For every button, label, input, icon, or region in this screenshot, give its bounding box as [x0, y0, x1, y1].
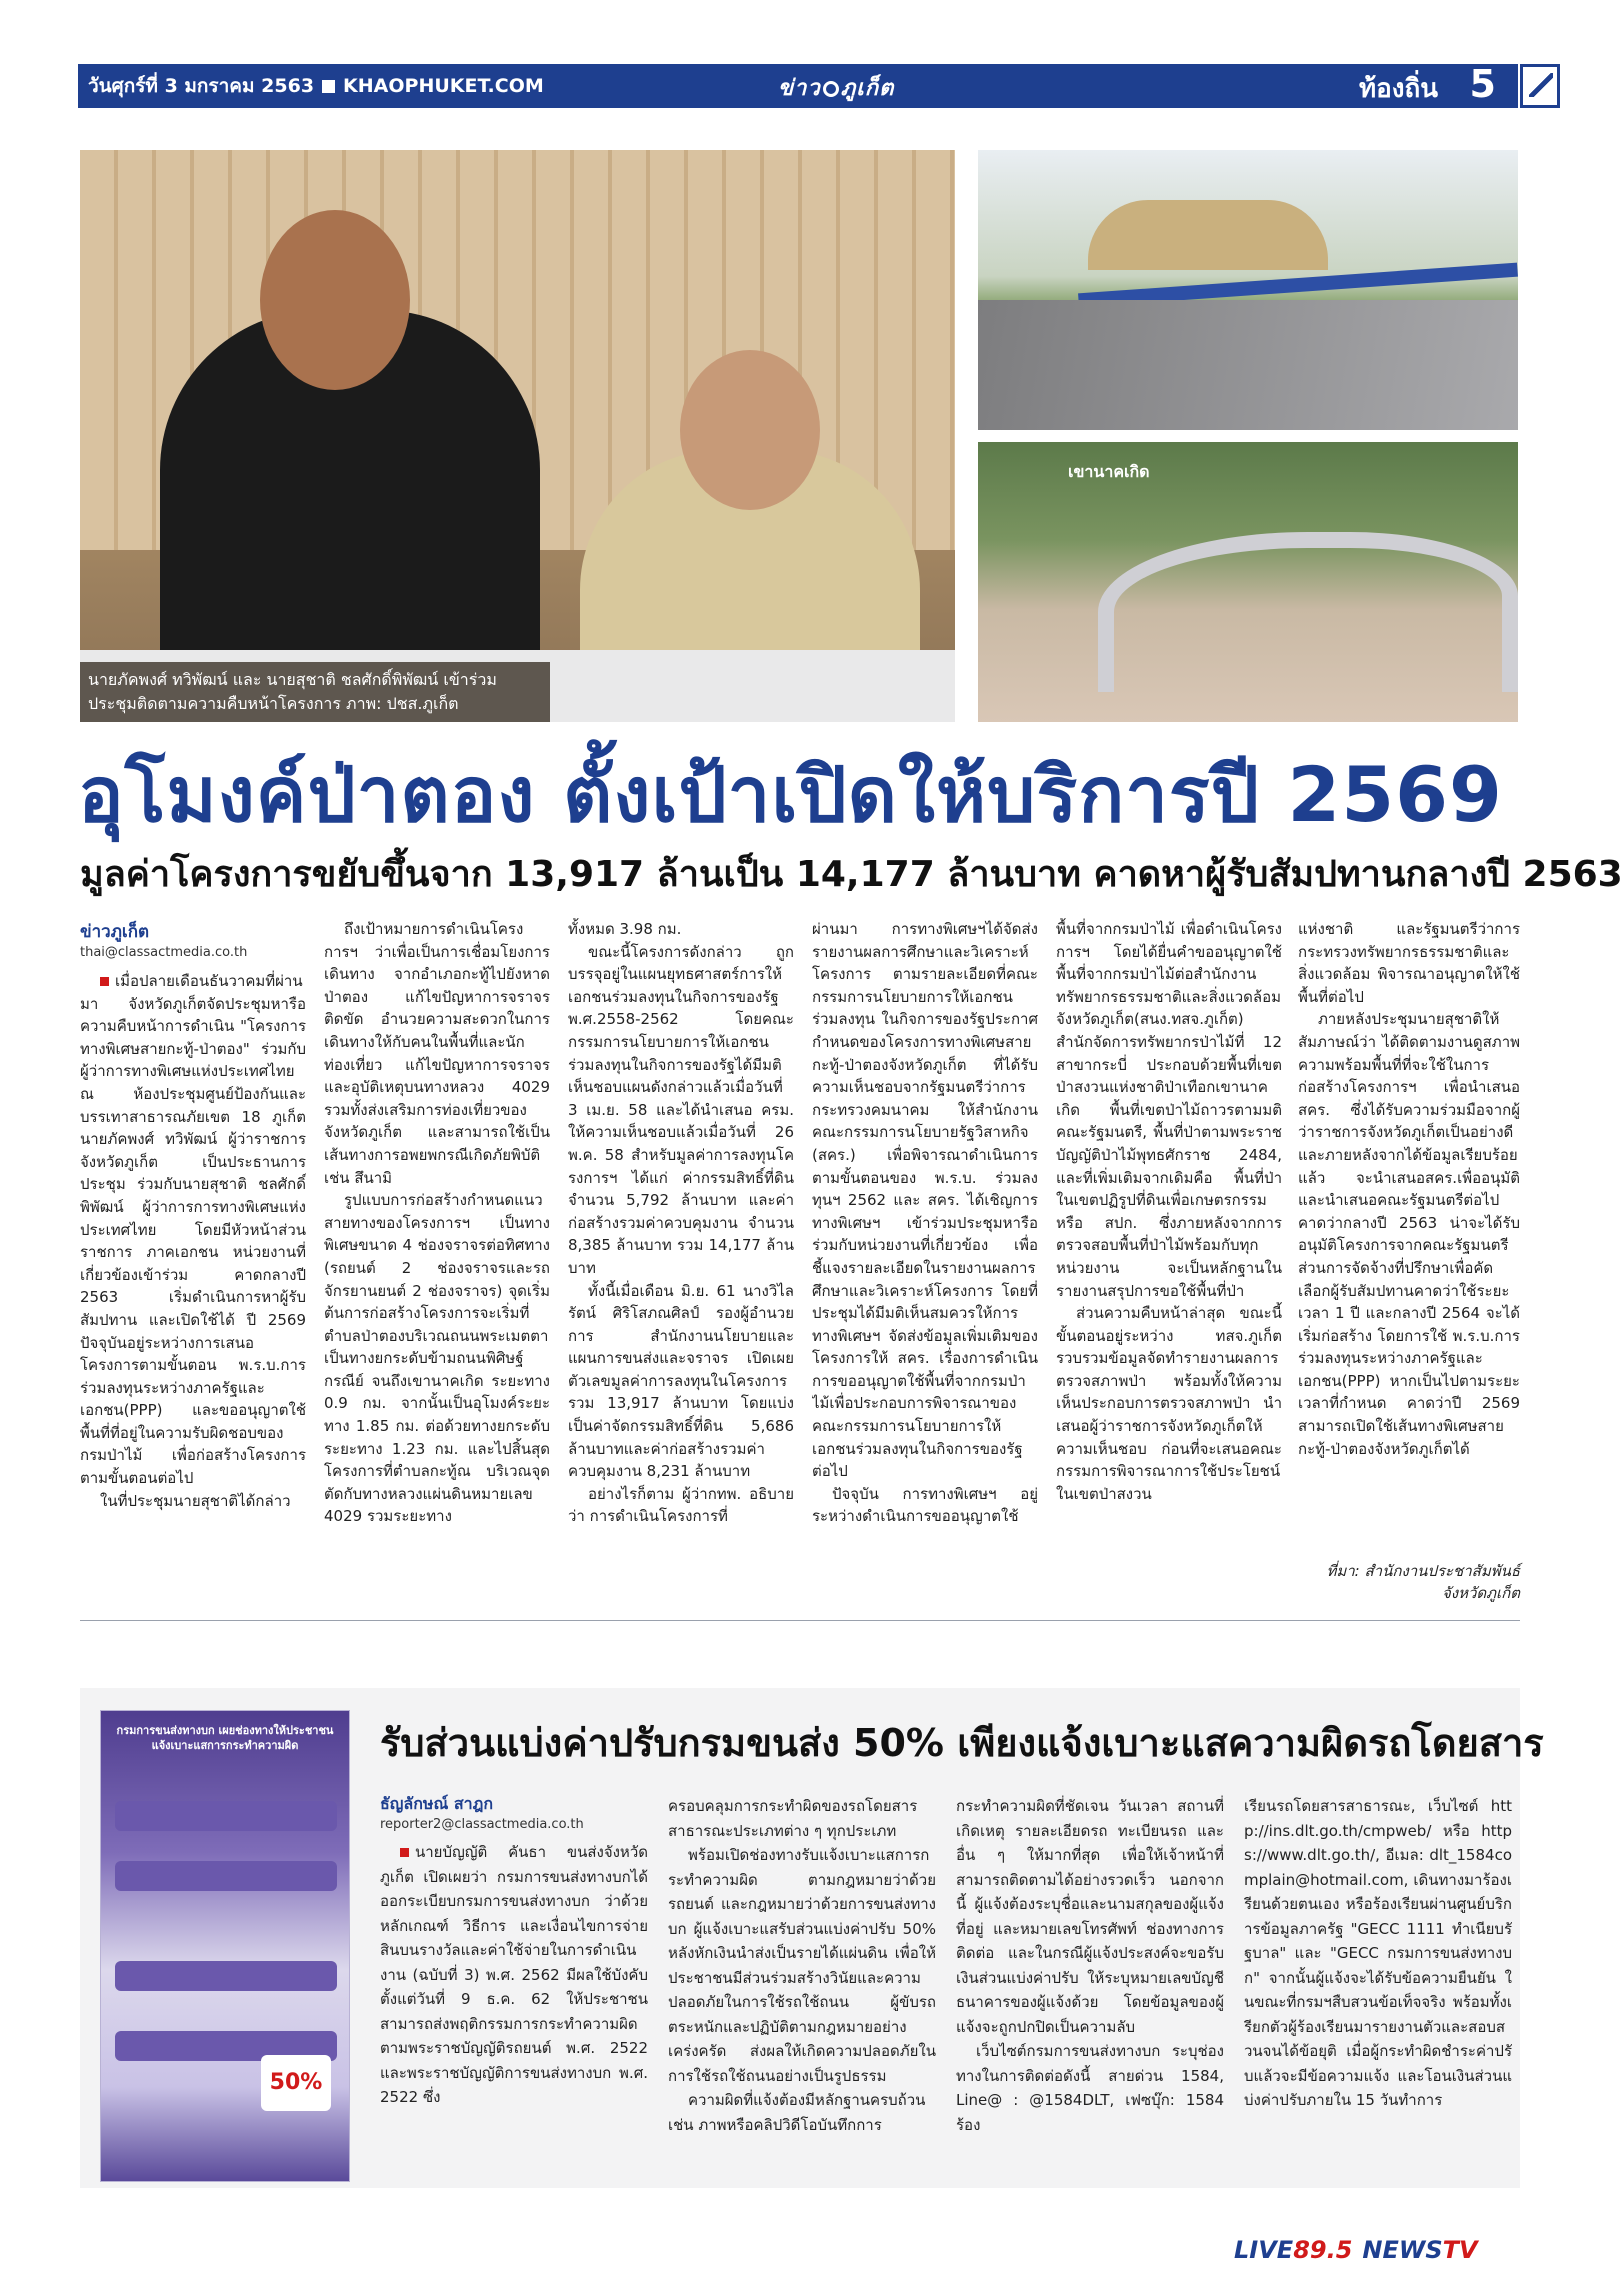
separator-square-icon [322, 80, 335, 93]
infographic-row [115, 1801, 337, 1831]
photo-person-right-head [680, 350, 820, 510]
story2-column-2 [668, 1794, 936, 2182]
tunnel-render-photo [978, 150, 1518, 430]
issue-date: วันศุกร์ที่ 3 มกราคม 2563 [88, 75, 315, 97]
live-prefix: LIVE [1234, 2236, 1294, 2264]
article-col5-text: พื้นที่จากกรมป่าไม้ เพื่อดำเนินโครงการฯ โดยได้ยื่นคำขออนุญาตใช้พื้นที่จากกรมป่าไม้ต่อสำนักงานทรัพยากรธรรมชาติและสิ่งแวดล้อมจังหวัดภูเก็ต(สนง.ทสจ.ภูเก็ต) สำนักจัดการทรัพยากรป่าไม้ที่ 12 สาขากระบี่ ประกอบด้วยพื้นที่เขตป่าสงวนแห่งชาติป่าเทือกเขานาคเกิด พื้นที่เขตป่าไม้ถาวรตามมติคณะรัฐมนตรี, พื้นที่ป่าตามพระราชบัญญัติป่าไม้พุทธศักราช 2484, และที่เพิ่มเติมจากเดิมคือ พื้นที่ป่าในเขตปฏิรูปที่ดินเพื่อเกษตรกรรม หรือ สปก. ซึ่งภายหลังจากการตรวจสอบพื้นที่ป่าไม้พร้อมกับทุกหน่วยงาน จะเป็นหลักฐานในรายงานสรุปการขอใช้พื้นที่ป่า [1056, 920, 1282, 1300]
photo-person-left-head [260, 210, 410, 390]
news-tv-logo[interactable] [1362, 2236, 1477, 2264]
infographic-row [115, 1861, 337, 1891]
masthead-right: ภูเก็ต [840, 76, 895, 101]
page-number: 5 [1469, 62, 1496, 106]
bullet-square-icon [400, 1848, 409, 1857]
tunnel-portal [1088, 200, 1328, 270]
story2-col2-text: ครอบคลุมการกระทำผิดของรถโดยสารสาธารณะประเภทต่าง ๆ ทุกประเภท [668, 1797, 918, 1840]
dlt-infographic [100, 1710, 350, 2182]
story2-col4-text: เรียนรถโดยสารสาธารณะ, เว็บไซต์ http://ins.dlt.go.th/cmpweb/ หรือ https://www.dlt.go.th/, อีเมล: dlt_1584complain@hotmail.com, เดินทางมาร้องเรียนด้วยตนเอง หรือร้องเรียนผ่านศูนย์บริการข้อมูลภาครัฐ "GECC 1111 ทำเนียบรัฐบาล" และ "GECC กรมการขนส่งทางบก" จากนั้นผู้แจ้งจะได้รับข้อความยืนยัน ในขณะที่กรมฯสืบสวนข้อเท็จจริง พร้อมทั้งเรียกตัวผู้ร้องเรียนมารายงานตัวและสอบสวนจนได้ข้อยุติ เมื่อผู้กระทำผิดชำระค่าปรับแล้วจะมีข้อความแจ้ง และโอนเงินส่วนแบ่งค่าปรับภายใน 15 วันทำการ [1244, 1797, 1512, 2109]
headline: อุโมงค์ป่าตอง ตั้งเป้าเปิดให้บริการปี 2569 [78, 750, 1503, 839]
story2-byline [380, 1792, 584, 1832]
page-header [78, 64, 1518, 108]
section-name: ท้องถิ่น [1359, 74, 1438, 104]
route-overlay [1098, 532, 1518, 692]
infographic-title: กรมการขนส่งทางบก เผยช่องทางให้ประชาชน แจ้งเบาะแสการกระทำความผิด [116, 1724, 334, 1752]
article-col3c-text: ทั้งนี้เมื่อเดือน มิ.ย. 61 นางวิไลรัตน์ ศิริโสภณศิลป์ รองผู้อำนวยการ สำนักงานนโยบายและแผนการขนส่งและจราจร เปิดเผยตัวเลขมูลค่าการลงทุนในโครงการรวม 13,917 ล้านบาท โดยแบ่งเป็นค่าจัดกรรมสิทธิ์ที่ดิน 5,686 ล้านบาทและค่าก่อสร้างรวมค่าควบคุมงาน 8,231 ล้านบาท [568, 1281, 794, 1481]
meeting-photo [80, 150, 955, 722]
site-link[interactable]: KHAOPHUKET.COM [343, 75, 544, 97]
article-col3b-text: ขณะนี้โครงการดังกล่าว ถูกบรรจุอยู่ในแผนยุทธศาสตร์การให้เอกชนร่วมลงทุนในกิจการของรัฐ พ.ศ.2558-2562 โดยคณะกรรมการนโยบายการให้เอกชนร่วมลงทุนในกิจการของรัฐได้มีมติเห็นชอบแผนดังกล่าวแล้วเมื่อวันที่ 3 เม.ย. 58 และได้นำเสนอ ครม. ให้ความเห็นชอบแล้วเมื่อวันที่ 26 พ.ค. 58 สำหรับมูลค่าการลงทุนโครงการฯ ได้แก่ ค่ากรรมสิทธิ์ที่ดิน จำนวน 5,792 ล้านบาท และค่าก่อสร้างรวมค่าควบคุมงาน จำนวน 8,385 ล้านบาท รวม 14,177 ล้านบาท [568, 942, 794, 1277]
article-col2b-text: รูปแบบการก่อสร้างกำหนดแนวสายทางของโครงการฯ เป็นทางพิเศษขนาด 4 ช่องจราจรต่อทิศทาง (รถยนต์ 2 ช่องจราจรและรถจักรยานยนต์ 2 ช่องจราจร) จุดเริ่มต้นการก่อสร้างโครงการจะเริ่มที่ตำบลป่าตองบริเวณถนนพระเมตตา เป็นทางยกระดับข้ามถนนพิศิษฐ์กรณีย์ จนถึงเขานาคเกิด ระยะทาง 0.9 กม. จากนั้นเป็นอุโมงค์ระยะทาง 1.85 กม. ต่อด้วยทางยกระดับระยะทาง 1.23 กม. และไปสิ้นสุดโครงการที่ตำบลกะทู้ณ บริเวณจุดตัดกับทางหลวงแผ่นดินหมายเลข 4029 รวมระยะทาง [324, 1191, 550, 1526]
article-col3-text: ทั้งหมด 3.98 กม. [568, 920, 682, 938]
story2-col3b-text: เว็บไซต์กรมการขนส่งทางบก ระบุช่องทางในการติดต่อดังนี้ สายด่วน 1584, Line@ : @1584DLT, เฟซบุ๊ก: 1584 ร้อง [956, 2042, 1224, 2134]
bullet-square-icon [100, 977, 109, 986]
article-col1b-text: ในที่ประชุมนายสุชาติได้กล่าว [100, 1491, 291, 1510]
article-source: ที่มา: สำนักงานประชาสัมพันธ์จังหวัดภูเก็ต [1326, 1562, 1520, 1602]
route-aerial-photo [978, 442, 1518, 722]
story2-col1-text: นายบัญญัติ คันธา ขนส่งจังหวัดภูเก็ต เปิดเผยว่า กรมการขนส่งทางบกได้ออกระเบียบกรมการขนส่งทางบก ว่าด้วยหลักเกณฑ์ วิธีการ และเงื่อนไขการจ่ายสินบนรางวัลและค่าใช้จ่ายในการดำเนินงาน (ฉบับที่ 3) พ.ศ. 2562 มีผลใช้บังคับตั้งแต่วันที่ 9 ธ.ค. 62 ให้ประชาชนสามารถส่งพฤติกรรมการกระทำความผิด ตามพระราชบัญญัติรถยนต์ พ.ศ. 2522 และพระราชบัญญัติการขนส่งทางบก พ.ศ. 2522 ซึ่ง [380, 1843, 648, 2106]
article-column-2 [324, 918, 550, 1610]
story2-col3-text: กระทำความผิดที่ชัดเจน วันเวลา สถานที่เกิดเหตุ รายละเอียดรถ ทะเบียนรถ และอื่น ๆ ให้มากที่สุด เพื่อให้เจ้าหน้าที่สามารถติดตามได้อย่างรวดเร็ว นอกจากนี้ ผู้แจ้งต้องระบุชื่อและนามสกุลของผู้แจ้ง ที่อยู่ และหมายเลขโทรศัพท์ ช่องทางการติดต่อ และในกรณีผู้แจ้งประสงค์จะขอรับเงินส่วนแบ่งค่าปรับ ให้ระบุหมายเลขบัญชีธนาคารของผู้แจ้งด้วย โดยข้อมูลของผู้แจ้งจะถูกปกปิดเป็นความลับ [956, 1797, 1224, 2036]
article-col3d-text: อย่างไรก็ตาม ผู้ว่ากทพ. อธิบายว่า การดำเนินโครงการที่ [568, 1484, 794, 1526]
corner-arrow-icon [1520, 64, 1560, 108]
infographic-percent: 50% [261, 2055, 331, 2111]
masthead-ring-icon [823, 81, 839, 97]
masthead-logo [778, 70, 894, 105]
byline [80, 918, 300, 960]
story2-column-3 [956, 1794, 1224, 2182]
photo-caption: นายภัคพงศ์ ทวิพัฒน์ และ นายสุชาติ ชลศักดิ์พิพัฒน์ เข้าร่วมประชุมติดตามความคืบหน้าโครงการ ภาพ: ปชส.ภูเก็ต [80, 662, 550, 722]
article-col2-text: ถึงเป้าหมายการดำเนินโครงการฯ ว่าเพื่อเป็นการเชื่อมโยงการเดินทาง จากอำเภอกะทู้ไปยังหาดป่าตอง แก้ไขปัญหาการจราจรติดขัด อำนวยความสะดวกในการเดินทางให้กับคนในพื้นที่และนักท่องเที่ยว แก้ไขปัญหาการจราจรและอุบัติเหตุบนทางหลวง 4029 รวมทั้งส่งเสริมการท่องเที่ยวของจังหวัดภูเก็ต และสามารถใช้เป็นเส้นทางการอพยพกรณีเกิดภัยพิบัติ เช่น สึนามิ [324, 920, 550, 1187]
article-col4b-text: ปัจจุบัน การทางพิเศษฯ อยู่ระหว่างดำเนินการขออนุญาตใช้ [812, 1484, 1038, 1526]
footer-logos [1234, 2232, 1524, 2268]
infographic-row [115, 1961, 337, 1991]
author-name: ข่าวภูเก็ต [80, 922, 150, 942]
article-col6b-text: ภายหลังประชุมนายสุชาติให้สัมภาษณ์ว่า ได้ติดตามงานดูสภาพความพร้อมพื้นที่ที่จะใช้ในการก่อสร้างโครงการฯ เพื่อนำเสนอ สคร. ซึ่งได้รับความร่วมมือจากผู้ว่าราชการจังหวัดภูเก็ตเป็นอย่างดีและภายหลังจากได้ข้อมูลเรียบร้อยแล้ว จะนำเสนอสคร.เพื่ออนุมัติและนำเสนอคณะรัฐมนตรีต่อไป คาดว่ากลางปี 2563 น่าจะได้รับอนุมัติโครงการจากคณะรัฐมนตรี ส่วนการจัดจ้างที่ปรึกษาเพื่อคัดเลือกผู้รับสัมปทานคาดว่าใช้ระยะเวลา 1 ปี และกลางปี 2564 จะได้เริ่มก่อสร้าง โดยการใช้ พ.ร.บ.การร่วมลงทุนระหว่างภาครัฐและเอกชน(PPP) หากเป็นไปตามระยะเวลาที่กำหนด คาดว่าปี 2569 สามารถเปิดใช้เส้นทางพิเศษสายกะทู้-ป่าตองจังหวัดภูเก็ตได้ [1298, 1010, 1520, 1458]
article-column-4 [812, 918, 1038, 1610]
article-col4-text: ผ่านมา การทางพิเศษฯได้จัดส่งรายงานผลการศึกษาและวิเคราะห์โครงการ ตามรายละเอียดที่คณะกรรมการนโยบายการให้เอกชนร่วมลงทุน ในกิจการของรัฐประกาศกำหนดของโครงการทางพิเศษสายกะทู้-ป่าตองจังหวัดภูเก็ต ที่ได้รับความเห็นชอบจากรัฐมนตรีว่าการกระทรวงคมนาคม ให้สำนักงานคณะกรรมการนโยบายรัฐวิสาหกิจ (สคร.) เพื่อพิจารณาดำเนินการตามขั้นตอนของ พ.ร.บ. ร่วมลงทุนฯ 2562 และ สคร. ได้เชิญการทางพิเศษฯ เข้าร่วมประชุมหารือร่วมกับหน่วยงานที่เกี่ยวข้อง เพื่อชี้แจงรายละเอียดในรายงานผลการศึกษาและวิเคราะห์โครงการ โดยที่ประชุมได้มีมติเห็นสมควรให้การทางพิเศษฯ จัดส่งข้อมูลเพิ่มเติมของโครงการให้ สคร. เรื่องการดำเนินการขออนุญาตใช้พื้นที่จากกรมป่าไม้เพื่อประกอบการพิจารณาของคณะกรรมการนโยบายการให้เอกชนร่วมลงทุนในกิจการของรัฐต่อไป [812, 920, 1038, 1481]
live-frequency: 89.5 [1293, 2236, 1353, 2264]
live-radio-logo[interactable] [1234, 2236, 1352, 2264]
article-col1-text: เมื่อปลายเดือนธันวาคมที่ผ่านมา จังหวัดภูเก็ตจัดประชุมหารือความคืบหน้าการดำเนิน "โครงการทางพิเศษสายกะทู้-ป่าตอง" ร่วมกับผู้ว่าการทางพิเศษแห่งประเทศไทย ณ ห้องประชุมศูนย์ป้องกันและบรรเทาสาธารณภัยเขต 18 ภูเก็ต นายภัคพงศ์ ทวิพัฒน์ ผู้ว่าราชการจังหวัดภูเก็ต เป็นประธานการประชุม ร่วมกับนายสุชาติ ชลศักดิ์พิพัฒน์ ผู้ว่าการการทางพิเศษแห่งประเทศไทย โดยมีหัวหน้าส่วนราชการ ภาคเอกชน หน่วยงานที่เกี่ยวข้องเข้าร่วม คาดกลางปี 2563 เริ่มดำเนินการหาผู้รับสัมปทาน และเปิดใช้ได้ ปี 2569 ปัจจุบันอยู่ระหว่างการเสนอโครงการตามขั้นตอน พ.ร.บ.การร่วมลงทุนระหว่างภาครัฐและเอกชน(PPP) และขออนุญาตใช้พื้นที่ที่อยู่ในความรับผิดชอบของกรมป่าไม้ เพื่อก่อสร้างโครงการตามขั้นตอนต่อไป [80, 972, 306, 1488]
story2-col2b-text: พร้อมเปิดช่องทางรับแจ้งเบาะแสการกระทำความผิด ตามกฎหมายว่าด้วยรถยนต์ และกฎหมายว่าด้วยการขนส่งทางบก ผู้แจ้งเบาะแสรับส่วนแบ่งค่าปรับ 50% หลังหักเงินนำส่งเป็นรายได้แผ่นดิน เพื่อให้ประชาชนมีส่วนร่วมสร้างวินัยและความปลอดภัยในการใช้รถใช้ถนน ผู้ขับรถตระหนักและปฏิบัติตามกฎหมายอย่างเคร่งครัด ส่งผลให้เกิดความปลอดภัยในการใช้รถใช้ถนนอย่างเป็นรูปธรรม [668, 1846, 936, 2085]
story2-headline: รับส่วนแบ่งค่าปรับกรมขนส่ง 50% เพียงแจ้งเบาะแสความผิดรถโดยสาร [380, 1721, 1544, 1765]
article-column-6 [1298, 918, 1520, 1550]
map-label: เขานาคเกิด [1068, 462, 1150, 481]
section-divider [80, 1620, 1520, 1621]
article-col5b-text: ส่วนความคืบหน้าล่าสุด ขณะนี้ขั้นตอนอยู่ระหว่าง ทสจ.ภูเก็ต รวบรวมข้อมูลจัดทำรายงานผลการตรวจสภาพป่า พร้อมทั้งให้ความเห็นประกอบการตรวจสภาพป่า นำเสนอผู้ว่าราชการจังหวัดภูเก็ตให้ความเห็นชอบ ก่อนที่จะเสนอคณะกรรมการพิจารณาการใช้ประโยชน์ในเขตป่าสงวน [1056, 1304, 1282, 1503]
article-column-5 [1056, 918, 1282, 1610]
author-email[interactable]: thai@classactmedia.co.th [80, 945, 248, 960]
story2-col2c-text: ความผิดที่แจ้งต้องมีหลักฐานครบถ้วน เช่น ภาพหรือคลิปวิดีโอบันทึกการ [668, 2091, 926, 2134]
masthead-left: ข่าว [778, 76, 821, 101]
article-column-3 [568, 918, 794, 1610]
story2-column-4 [1244, 1794, 1512, 2182]
story2-column-1 [380, 1840, 648, 2182]
article-column-1 [80, 970, 306, 1610]
subheadline: มูลค่าโครงการขยับขึ้นจาก 13,917 ล้านเป็น 14,177 ล้านบาท คาดหาผู้รับสัมปทานกลางปี 2563 [80, 854, 1623, 895]
article-col6-text: แห่งชาติ และรัฐมนตรีว่าการกระทรวงทรัพยากรธรรมชาติและสิ่งแวดล้อม พิจารณาอนุญาตให้ใช้พื้นที่ต่อไป [1298, 920, 1520, 1006]
news-suffix: TV [1442, 2236, 1478, 2264]
story2-author: ธัญลักษณ์ สาฎก [380, 1794, 494, 1813]
news-prefix: NEWS [1362, 2236, 1443, 2264]
story2-email[interactable]: reporter2@classactmedia.co.th [380, 1817, 584, 1832]
expressway-road [978, 300, 1518, 430]
